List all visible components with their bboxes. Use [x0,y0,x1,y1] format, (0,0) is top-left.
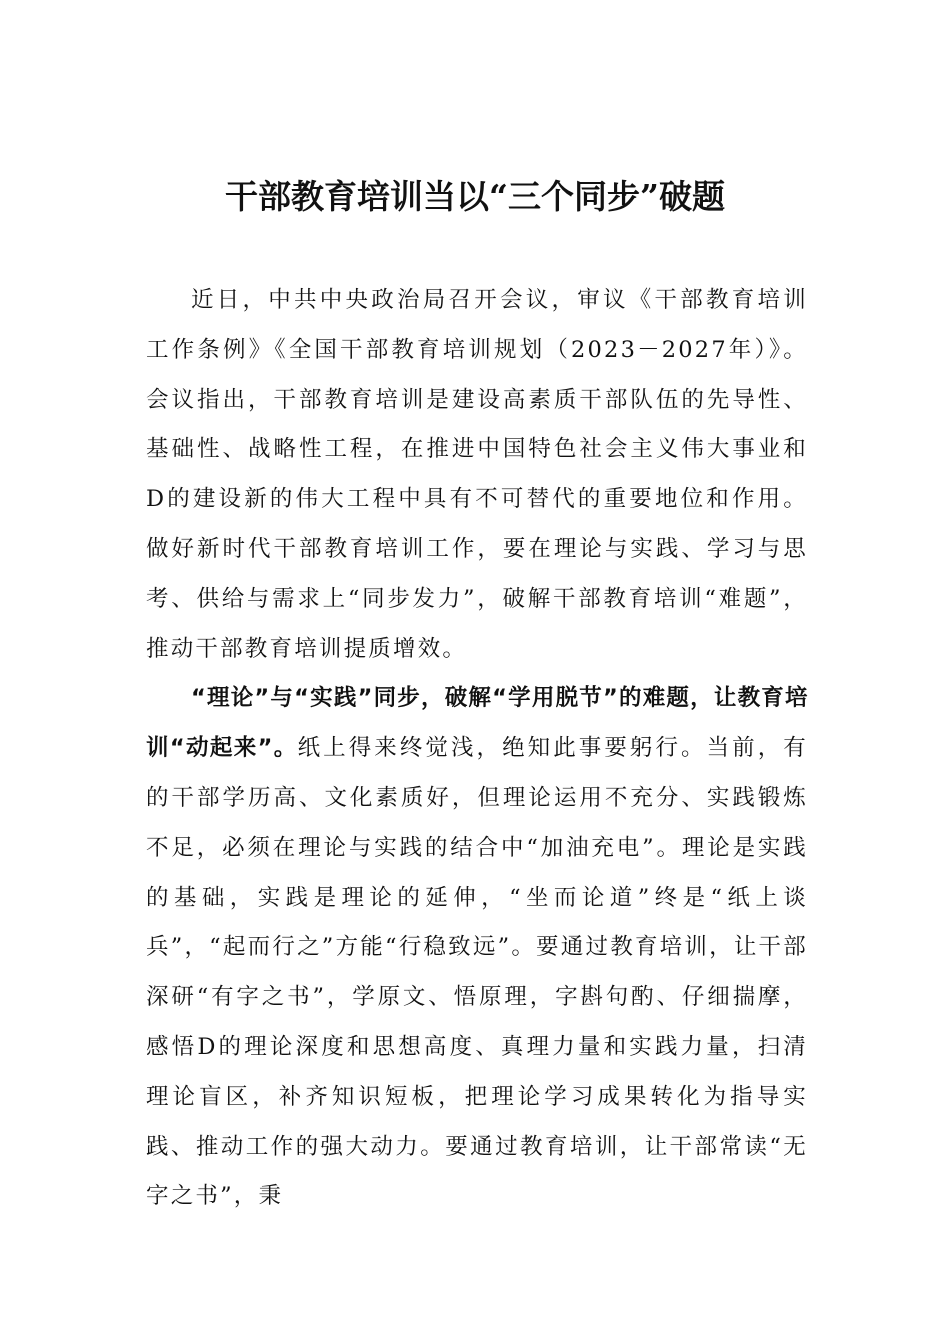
paragraph-theory-practice-text: 纸上得来终觉浅，绝知此事要躬行。当前，有的干部学历高、文化素质好，但理论运用不充分、实践锻炼不足，必须在理论与实践的结合中“加油充电”。理论是实践的基础，实践是理论的延伸，“坐而论道”终是“纸上谈兵”，“起而行之”方能“行稳致远”。要通过教育培训，让干部深研“有字之书”，学原文、悟原理，字斟句酌、仔细揣摩，感悟D的理论深度和思想高度、真理力量和实践力量，扫清理论盲区，补齐知识短板，把理论学习成果转化为指导实践、推动工作的强大动力。要通过教育培训，让干部常读“无字之书”，秉 [146,735,808,1210]
paragraph-intro-text: 近日，中共中央政治局召开会议，审议《干部教育培训工作条例》《全国干部教育培训规划（2023－2027年）》。会议指出，干部教育培训是建设高素质干部队伍的先导性、基础性、战略性工程，在推进中国特色社会主义伟大事业和D的建设新的伟大工程中具有不可替代的重要地位和作用。做好新时代干部教育培训工作，要在理论与实践、学习与思考、供给与需求上“同步发力”，破解干部教育培训“难题”，推动干部教育培训提质增效。 [146,287,808,662]
paragraph-theory-practice-lead: “理论”与“实践”同步，破解“学用脱节”的难题，让教育培训“动起来”。 [146,685,808,762]
paragraph-theory-practice [146,674,808,1222]
document-body [146,276,808,1222]
document-title: 干部教育培训当以“三个同步”破题 [225,177,725,216]
paragraph-intro [146,276,808,674]
